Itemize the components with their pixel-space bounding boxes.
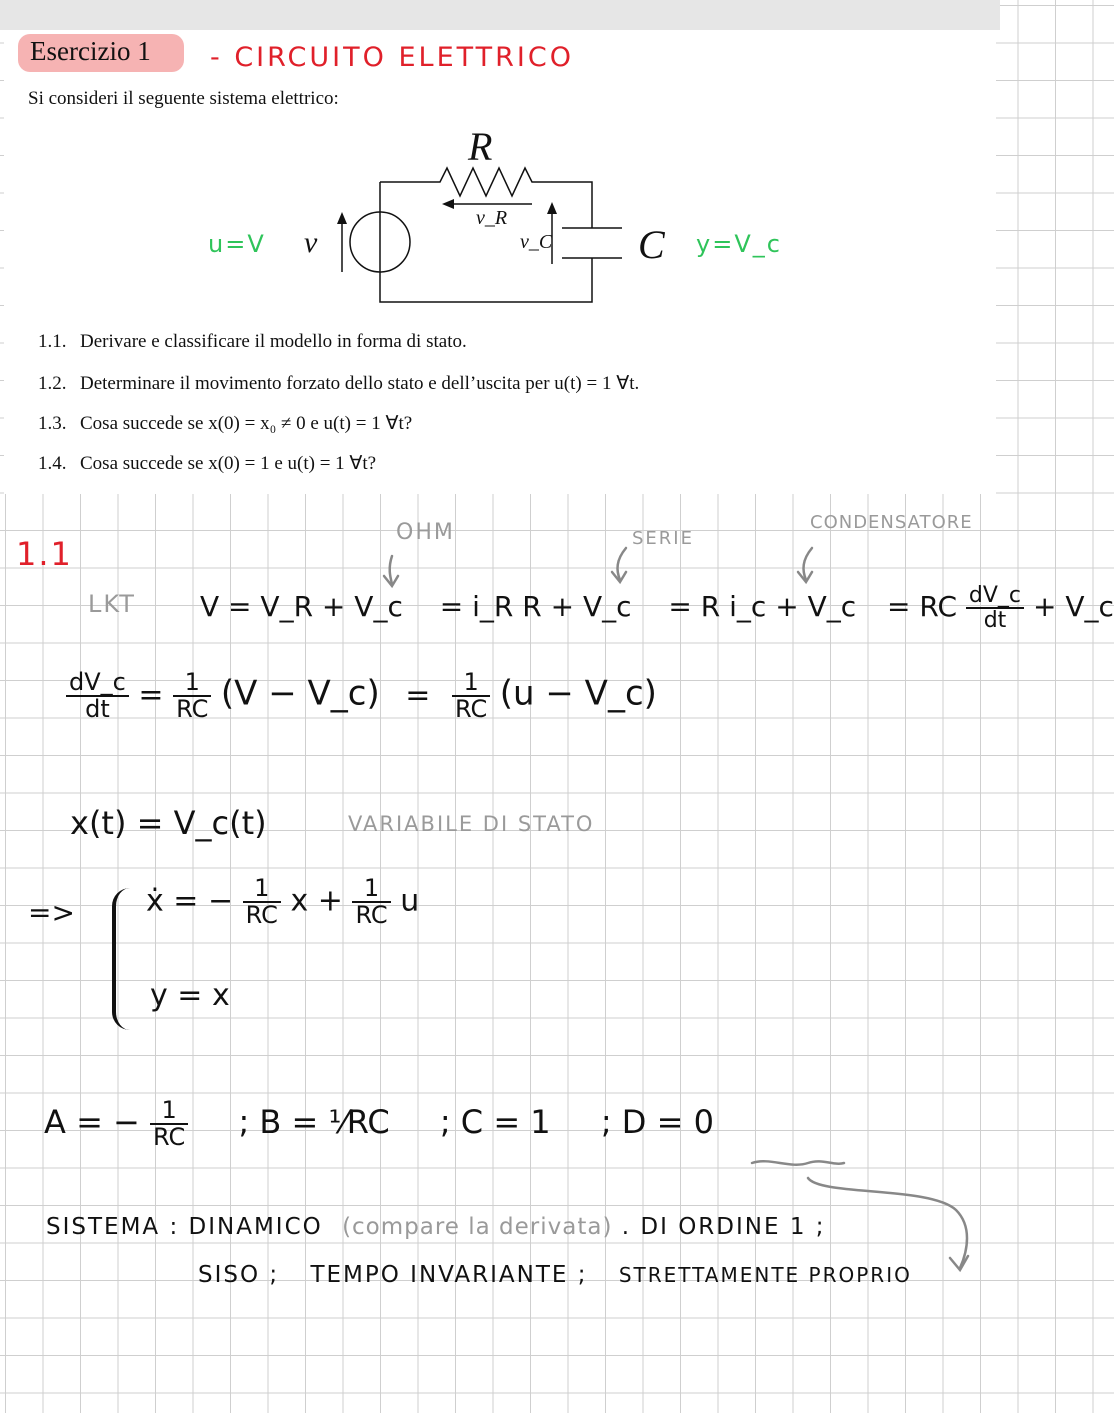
exercise-title: Esercizio 1 [30,36,151,66]
state-eq-frac2: $\frac{1}{RC}$ [352,876,390,928]
matrices-row [44,1098,714,1150]
resistor-label: R [468,124,493,169]
class-order: . DI ORDINE 1 ; [621,1214,826,1240]
eq2-lhs: $\frac{dV\_c}{dt}$ [66,670,129,722]
class-time-invariant: TEMPO INVARIANTE ; [310,1262,588,1288]
eq1-cap-term: = RC [887,590,958,624]
question-1 [38,331,467,353]
exercise-intro: Si consideri il seguente sistema elettrico: [28,88,339,109]
state-eq-input: u [400,883,420,919]
eq1-derivative: $\frac{dV\_c}{dt}$ [966,584,1024,632]
eq2-frac1: $\frac{1}{RC}$ [173,670,211,722]
annotation-ohm: OHM [396,520,455,545]
question-text: Determinare il movimento forzato dello stato e dell’uscita per u(t) = 1 ∀t. [80,373,640,394]
matrix-b: ; B = ¹⁄RC [238,1103,390,1142]
equation-derivative [66,670,657,722]
question-number: 1.4. [38,453,67,474]
class-dynamic-reason: (compare la derivata) [342,1214,613,1240]
state-equation [146,876,419,928]
eq1-tail: + V_c [1032,590,1114,624]
question-3 [38,412,412,435]
class-dynamic: SISTEMA : DINAMICO [46,1214,323,1240]
equation-kirchhoff [200,584,1114,632]
input-note: u=V [208,230,266,258]
output-equation: y = x [150,978,230,1013]
vr-label: v_R [476,207,508,229]
eq2-equals: = [138,677,164,713]
vc-label: v_C [520,231,553,253]
circuit-diagram [0,0,1000,330]
matrix-c: ; C = 1 [439,1103,551,1142]
eq1-ohm-term: = i_R R + V_c [439,590,632,624]
question-2 [38,372,639,395]
eq2-paren1: (V − V_c) [220,673,380,714]
eq1-series-term: = R i_c + V_c [668,590,857,624]
output-note: y=V_c [696,230,782,258]
matrix-a: A = − [44,1103,140,1142]
class-strictly-proper: STRETTAMENTE PROPRIO [618,1263,912,1287]
question-number: 1.1. [38,331,67,352]
state-eq-frac1: $\frac{1}{RC}$ [243,876,281,928]
question-number: 1.3. [38,413,67,434]
question-text: Cosa succede se x(0) = 1 e u(t) = 1 ∀t? [80,453,377,474]
section-label: 1.1 [16,535,73,573]
classification-line-1 [46,1214,826,1240]
question-text: Cosa succede se x(0) = x₀ ≠ 0 e u(t) = 1 ∀t? [80,413,413,434]
implies-arrow: => [28,896,75,929]
capacitor-label: C [638,222,665,267]
eq2-equals2: = [405,677,431,713]
state-eq-lhs: ẋ = − [146,883,234,919]
matrix-d: ; D = 0 [600,1103,714,1142]
state-variable-label: VARIABILE DI STATO [348,812,595,836]
exercise-subtitle: - CIRCUITO ELETTRICO [210,42,574,73]
eq1-lhs: V = V_R + V_c [200,590,403,624]
class-siso: SISO ; [198,1262,280,1288]
matrix-a-frac: $\frac{1}{RC}$ [150,1098,188,1150]
system-brace [112,888,140,1030]
classification-line-2 [198,1262,912,1288]
lkt-label: LKT [88,590,136,618]
question-text: Derivare e classificare il modello in forma di stato. [80,331,467,352]
state-variable-eq: x(t) = V_c(t) [70,804,267,842]
annotation-condensatore: CONDENSATORE [810,512,973,533]
eq2-frac2: $\frac{1}{RC}$ [452,670,490,722]
state-eq-mid: x + [290,883,343,919]
annotation-serie: SERIE [632,528,694,549]
eq2-paren2: (u − V_c) [499,673,657,714]
question-number: 1.2. [38,373,67,394]
source-label: v [304,226,318,259]
question-4 [38,452,376,475]
